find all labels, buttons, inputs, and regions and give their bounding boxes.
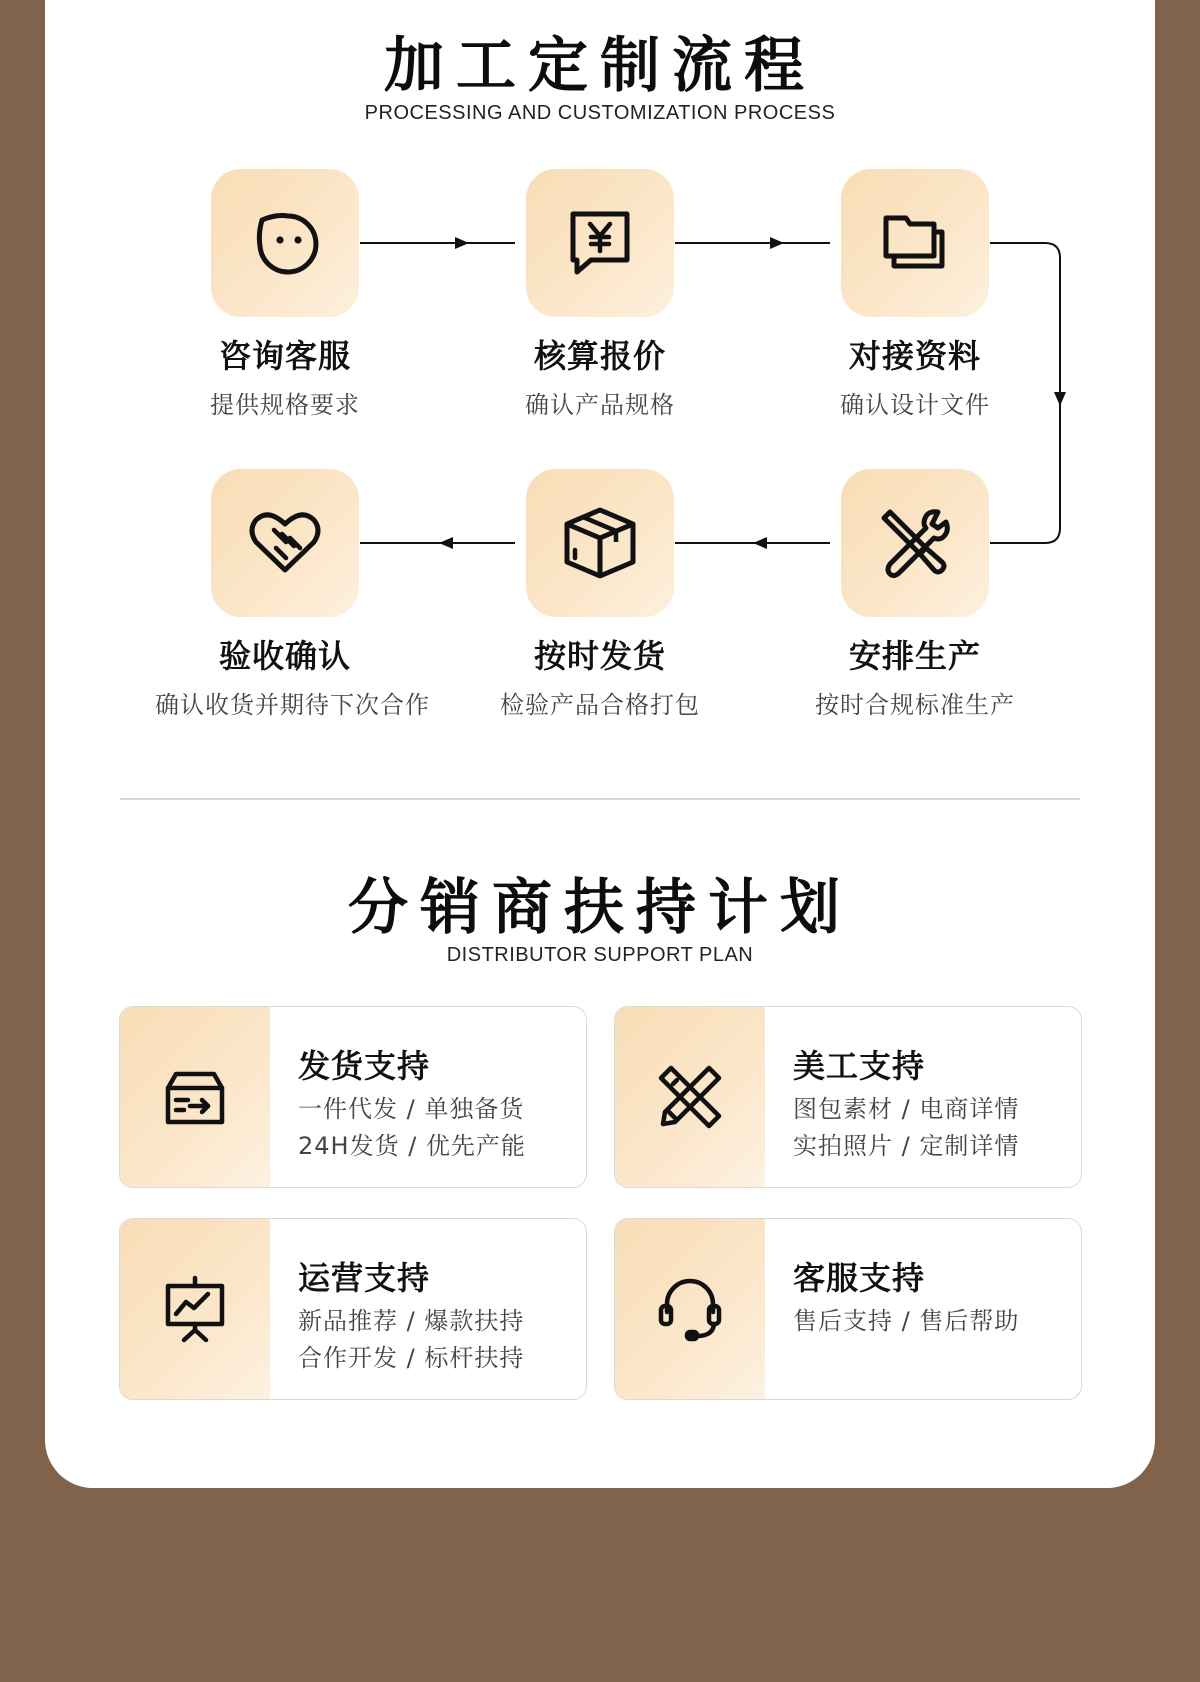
card-icon-tile bbox=[615, 1219, 765, 1399]
step-desc: 按时合规标准生产 bbox=[815, 691, 1015, 719]
arrow-left-icon bbox=[439, 537, 453, 549]
process-step-production bbox=[785, 469, 1045, 720]
process-step-acceptance bbox=[155, 469, 430, 720]
presentation-chart-icon bbox=[162, 1274, 228, 1344]
section-divider bbox=[120, 798, 1080, 800]
card-title: 客服支持 bbox=[793, 1259, 926, 1297]
step-desc: 确认收货并期待下次合作 bbox=[155, 691, 430, 719]
step-icon-tile bbox=[211, 469, 359, 617]
process-subtitle: PROCESSING AND CUSTOMIZATION PROCESS bbox=[364, 102, 836, 124]
card-title: 发货支持 bbox=[298, 1047, 431, 1085]
arrow-left-icon bbox=[753, 537, 767, 549]
content-panel bbox=[45, 0, 1155, 1488]
tools-icon bbox=[876, 504, 954, 582]
card-icon-tile bbox=[120, 1219, 270, 1399]
step-icon-tile bbox=[526, 469, 674, 617]
support-card-operation bbox=[119, 1218, 587, 1400]
card-icon-tile bbox=[615, 1007, 765, 1187]
arrow-right-icon bbox=[455, 237, 469, 249]
support-title: 分销商扶持计划 bbox=[348, 873, 852, 943]
support-card-shipping bbox=[119, 1006, 587, 1188]
step-title: 对接资料 bbox=[848, 337, 981, 375]
step-icon-tile bbox=[841, 169, 989, 317]
step-desc: 提供规格要求 bbox=[210, 391, 360, 419]
step-title: 咨询客服 bbox=[218, 337, 351, 375]
process-step-shipping bbox=[470, 469, 730, 720]
step-title: 核算报价 bbox=[533, 337, 666, 375]
chat-face-icon bbox=[248, 206, 322, 280]
inbox-arrow-icon bbox=[162, 1064, 228, 1130]
process-step-quote bbox=[470, 169, 730, 420]
card-line: 24H发货 / 优先产能 bbox=[298, 1132, 526, 1160]
handshake-heart-icon bbox=[246, 504, 324, 582]
step-desc: 确认产品规格 bbox=[525, 391, 675, 419]
process-step-consult bbox=[155, 169, 415, 420]
step-desc: 确认设计文件 bbox=[840, 391, 990, 419]
pencil-ruler-icon bbox=[655, 1062, 725, 1132]
card-line: 售后支持 / 售后帮助 bbox=[793, 1307, 1020, 1335]
step-desc: 检验产品合格打包 bbox=[500, 691, 700, 719]
card-line: 新品推荐 / 爆款扶持 bbox=[298, 1307, 525, 1335]
card-title: 运营支持 bbox=[298, 1259, 431, 1297]
yen-message-icon bbox=[563, 206, 637, 280]
arrow-right-icon bbox=[770, 237, 784, 249]
step-icon-tile bbox=[211, 169, 359, 317]
package-box-icon bbox=[561, 504, 639, 582]
card-title: 美工支持 bbox=[793, 1047, 926, 1085]
step-title: 验收确认 bbox=[218, 637, 351, 675]
step-title: 按时发货 bbox=[533, 637, 666, 675]
card-line: 实拍照片 / 定制详情 bbox=[793, 1132, 1020, 1160]
step-icon-tile bbox=[841, 469, 989, 617]
headset-icon bbox=[657, 1274, 723, 1344]
support-card-customer-service bbox=[614, 1218, 1082, 1400]
card-line: 图包素材 / 电商详情 bbox=[793, 1095, 1020, 1123]
card-line: 合作开发 / 标杆扶持 bbox=[298, 1344, 525, 1372]
card-line: 一件代发 / 单独备货 bbox=[298, 1095, 525, 1123]
process-title: 加工定制流程 bbox=[384, 31, 816, 101]
arrow-down-icon bbox=[1054, 392, 1066, 406]
support-card-design bbox=[614, 1006, 1082, 1188]
folder-icon bbox=[878, 206, 952, 280]
support-subtitle: DISTRIBUTOR SUPPORT PLAN bbox=[446, 944, 754, 966]
step-icon-tile bbox=[526, 169, 674, 317]
process-step-files bbox=[785, 169, 1045, 420]
step-title: 安排生产 bbox=[848, 637, 981, 675]
card-icon-tile bbox=[120, 1007, 270, 1187]
